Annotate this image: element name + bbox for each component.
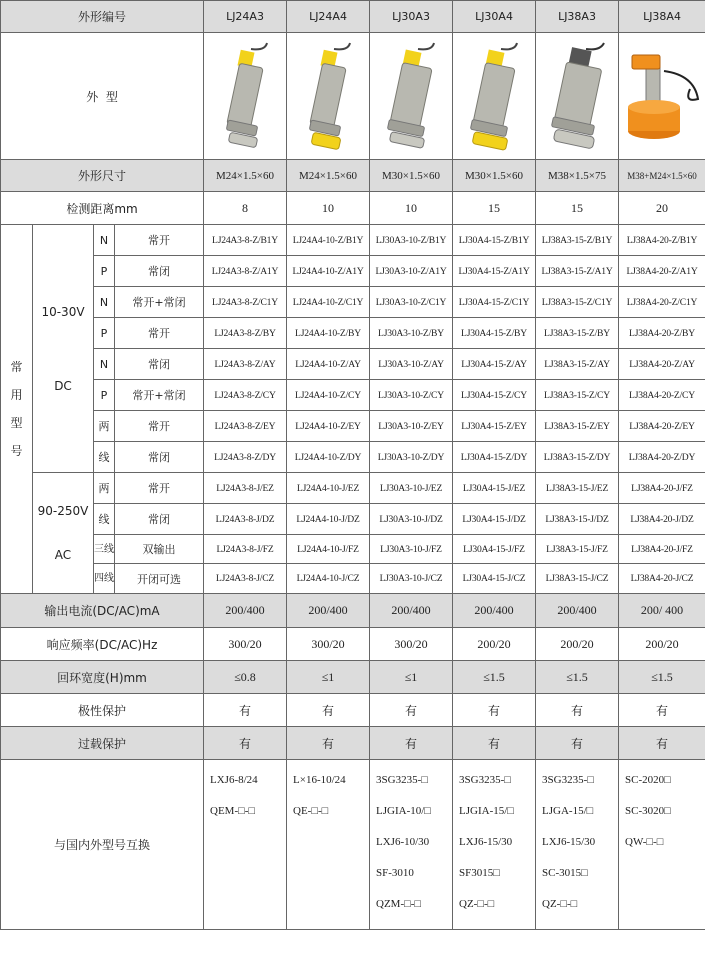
- interchange-item: QE-□-□: [293, 805, 329, 817]
- ac-group-label: 90-250V AC: [33, 473, 94, 594]
- model-code: LJ38A3-15-Z/CY: [536, 380, 619, 411]
- interchange-item: SF-3010: [376, 867, 414, 879]
- interchange-item: QEM-□-□: [210, 805, 256, 817]
- current-value: 200/400: [453, 594, 536, 628]
- sensor-lj38a4-icon: [624, 41, 700, 151]
- hysteresis-value: ≤1.5: [536, 661, 619, 694]
- distance-value: 15: [536, 192, 619, 225]
- model-code: LJ38A3-15-Z/BY: [536, 318, 619, 349]
- model-row: [1, 411, 705, 442]
- polarity-value: 有: [370, 694, 453, 727]
- interchange-item: 3SG3235-□: [459, 774, 511, 786]
- model-code: LJ30A4-15-Z/CY: [453, 380, 536, 411]
- wiring-char: 两: [94, 473, 115, 504]
- frequency-value: 300/20: [287, 628, 370, 661]
- interchange-item: LJGIA-10/□: [376, 805, 431, 817]
- model-code: LJ30A4-15-Z/C1Y: [453, 287, 536, 318]
- function-label: 常开: [115, 318, 204, 349]
- size-row: [1, 160, 705, 192]
- model-row: [1, 225, 705, 256]
- model-row: [1, 349, 705, 380]
- distance-value: 20: [619, 192, 705, 225]
- sensor-image: [453, 33, 536, 160]
- model-code: LJ24A4-10-J/CZ: [287, 564, 370, 594]
- overload-value: 有: [287, 727, 370, 760]
- frequency-value: 200/20: [536, 628, 619, 661]
- interchange-item: 3SG3235-□: [376, 774, 428, 786]
- hysteresis-value: ≤1: [287, 661, 370, 694]
- model-code: LJ24A4-10-Z/DY: [287, 442, 370, 473]
- model-code: LJ30A4-15-Z/A1Y: [453, 256, 536, 287]
- model-code: LJ38A4-20-Z/BY: [619, 318, 705, 349]
- model-code: LJ30A4-15-Z/BY: [453, 318, 536, 349]
- model-code: LJ38A3-15-Z/A1Y: [536, 256, 619, 287]
- model-code: LJ38A4-20-J/FZ: [619, 535, 705, 564]
- function-label: 常闭: [115, 256, 204, 287]
- model-code: LJ24A4-10-Z/B1Y: [287, 225, 370, 256]
- function-label: 常开: [115, 225, 204, 256]
- model-code: LJ24A3-8-J/FZ: [204, 535, 287, 564]
- size-value: M24×1.5×60: [204, 160, 287, 192]
- model-code: LJ30A4-15-Z/EY: [453, 411, 536, 442]
- wiring-char: N: [94, 225, 115, 256]
- model-code: LJ38A3-15-J/FZ: [536, 535, 619, 564]
- polarity-value: 有: [619, 694, 705, 727]
- model-code: LJ24A3-8-Z/DY: [204, 442, 287, 473]
- model-code: LJ30A4-15-J/EZ: [453, 473, 536, 504]
- sensor-lj24a4-icon: [298, 41, 358, 151]
- interchange-item: 3SG3235-□: [542, 774, 594, 786]
- interchange-item: SC-2020□: [625, 774, 671, 786]
- polarity-value: 有: [453, 694, 536, 727]
- current-value: 200/400: [287, 594, 370, 628]
- overload-value: 有: [536, 727, 619, 760]
- interchange-item: LJGIA-15/□: [459, 805, 514, 817]
- model-code: LJ38A4-20-J/FZ: [619, 473, 705, 504]
- polarity-value: 有: [287, 694, 370, 727]
- distance-row: [1, 192, 705, 225]
- sensor-lj30a3-icon: [376, 41, 446, 151]
- polarity-label: 极性保护: [1, 694, 204, 727]
- model-code: LJ38A3-15-Z/EY: [536, 411, 619, 442]
- function-label: 开闭可选: [115, 564, 204, 594]
- size-value: M24×1.5×60: [287, 160, 370, 192]
- model-code: LJ24A4-10-J/DZ: [287, 504, 370, 535]
- interchange-item: LXJ6-15/30: [459, 836, 513, 848]
- model-code: LJ30A3-10-J/EZ: [370, 473, 453, 504]
- model-header: LJ30A3: [370, 1, 453, 33]
- wiring-char: N: [94, 349, 115, 380]
- interchange-list: [370, 760, 453, 930]
- wiring-char: 两: [94, 411, 115, 442]
- interchange-item: QZM-□-□: [376, 898, 422, 910]
- frequency-value: 200/20: [619, 628, 705, 661]
- model-code: LJ38A4-20-Z/B1Y: [619, 225, 705, 256]
- frequency-label: 响应频率(DC/AC)Hz: [1, 628, 204, 661]
- function-label: 常开: [115, 473, 204, 504]
- interchange-item: QZ-□-□: [459, 898, 495, 910]
- sensor-lj30a4-icon: [459, 41, 529, 151]
- model-code: LJ30A3-10-J/FZ: [370, 535, 453, 564]
- model-row: [1, 380, 705, 411]
- size-value: M38×1.5×75: [536, 160, 619, 192]
- model-code: LJ38A4-20-Z/CY: [619, 380, 705, 411]
- model-code: LJ24A4-10-Z/EY: [287, 411, 370, 442]
- model-code: LJ38A4-20-Z/EY: [619, 411, 705, 442]
- interchange-item: SF3015□: [459, 867, 500, 879]
- model-code: LJ30A3-10-Z/CY: [370, 380, 453, 411]
- model-code: LJ24A3-8-J/DZ: [204, 504, 287, 535]
- sensor-image: [619, 33, 705, 160]
- sensor-image: [370, 33, 453, 160]
- function-label: 常开+常闭: [115, 380, 204, 411]
- model-code: LJ24A4-10-Z/AY: [287, 349, 370, 380]
- model-header: LJ38A4: [619, 1, 705, 33]
- interchange-row: [1, 760, 705, 930]
- model-code: LJ30A4-15-Z/DY: [453, 442, 536, 473]
- model-code: LJ38A4-20-Z/AY: [619, 349, 705, 380]
- function-label: 常开: [115, 411, 204, 442]
- model-code: LJ38A4-20-J/DZ: [619, 504, 705, 535]
- model-code: LJ24A4-10-J/EZ: [287, 473, 370, 504]
- model-code: LJ30A3-10-Z/AY: [370, 349, 453, 380]
- appearance-row: [1, 33, 705, 160]
- model-code: LJ38A3-15-Z/B1Y: [536, 225, 619, 256]
- appearance-label: 外 型: [1, 33, 204, 160]
- current-value: 200/400: [204, 594, 287, 628]
- function-label: 常闭: [115, 349, 204, 380]
- hysteresis-value: ≤0.8: [204, 661, 287, 694]
- interchange-item: QZ-□-□: [542, 898, 578, 910]
- polarity-value: 有: [536, 694, 619, 727]
- model-code: LJ30A3-10-Z/BY: [370, 318, 453, 349]
- header-label: 外形编号: [1, 1, 204, 33]
- sensor-lj38a3-icon: [542, 41, 612, 151]
- interchange-list: [619, 760, 705, 930]
- model-code: LJ30A3-10-Z/DY: [370, 442, 453, 473]
- model-code: LJ38A4-20-Z/C1Y: [619, 287, 705, 318]
- model-code: LJ24A3-8-Z/B1Y: [204, 225, 287, 256]
- overload-row: [1, 727, 705, 760]
- model-code: LJ30A3-10-Z/C1Y: [370, 287, 453, 318]
- model-code: LJ24A3-8-Z/CY: [204, 380, 287, 411]
- common-models-label: 常 用 型 号: [1, 225, 33, 594]
- wiring-char: P: [94, 318, 115, 349]
- wiring-char: 线: [94, 442, 115, 473]
- model-row: [1, 287, 705, 318]
- function-label: 常开+常闭: [115, 287, 204, 318]
- overload-label: 过载保护: [1, 727, 204, 760]
- frequency-value: 200/20: [453, 628, 536, 661]
- frequency-value: 300/20: [204, 628, 287, 661]
- interchange-item: QW-□-□: [625, 836, 664, 848]
- interchange-list: [287, 760, 370, 930]
- model-row: [1, 256, 705, 287]
- polarity-row: [1, 694, 705, 727]
- model-row: [1, 473, 705, 504]
- distance-value: 8: [204, 192, 287, 225]
- model-code: LJ24A3-8-Z/AY: [204, 349, 287, 380]
- hysteresis-row: [1, 661, 705, 694]
- size-value: M30×1.5×60: [453, 160, 536, 192]
- model-row: [1, 535, 705, 564]
- model-header: LJ38A3: [536, 1, 619, 33]
- model-code: LJ30A4-15-J/CZ: [453, 564, 536, 594]
- sensor-lj24a3-icon: [215, 41, 275, 151]
- size-label: 外形尺寸: [1, 160, 204, 192]
- interchange-item: LXJ6-10/30: [376, 836, 430, 848]
- model-code: LJ38A3-15-J/CZ: [536, 564, 619, 594]
- model-code: LJ30A4-15-J/FZ: [453, 535, 536, 564]
- wiring-char: 线: [94, 504, 115, 535]
- function-label: 双输出: [115, 535, 204, 564]
- model-code: LJ38A3-15-Z/C1Y: [536, 287, 619, 318]
- frequency-row: [1, 628, 705, 661]
- overload-value: 有: [453, 727, 536, 760]
- interchange-list: [204, 760, 287, 930]
- interchange-label: 与国内外型号互换: [1, 760, 204, 930]
- current-label: 输出电流(DC/AC)mA: [1, 594, 204, 628]
- model-code: LJ24A3-8-Z/A1Y: [204, 256, 287, 287]
- model-code: LJ30A3-10-J/DZ: [370, 504, 453, 535]
- interchange-item: LJGA-15/□: [542, 805, 594, 817]
- current-row: [1, 594, 705, 628]
- distance-value: 10: [287, 192, 370, 225]
- model-code: LJ38A4-20-Z/DY: [619, 442, 705, 473]
- polarity-value: 有: [204, 694, 287, 727]
- model-code: LJ24A3-8-Z/BY: [204, 318, 287, 349]
- current-value: 200/400: [536, 594, 619, 628]
- interchange-item: LXJ6-8/24: [210, 774, 258, 786]
- model-code: LJ30A4-15-J/DZ: [453, 504, 536, 535]
- model-code: LJ24A3-8-Z/EY: [204, 411, 287, 442]
- wiring-char: 四线: [94, 564, 115, 594]
- wiring-char: N: [94, 287, 115, 318]
- model-row: [1, 318, 705, 349]
- model-code: LJ24A3-8-Z/C1Y: [204, 287, 287, 318]
- current-value: 200/400: [370, 594, 453, 628]
- model-code: LJ38A3-15-Z/DY: [536, 442, 619, 473]
- interchange-list: [453, 760, 536, 930]
- distance-label: 检测距离mm: [1, 192, 204, 225]
- function-label: 常闭: [115, 442, 204, 473]
- model-header: LJ24A4: [287, 1, 370, 33]
- model-row: [1, 504, 705, 535]
- hysteresis-value: ≤1.5: [453, 661, 536, 694]
- model-code: LJ24A4-10-J/FZ: [287, 535, 370, 564]
- sensor-image: [204, 33, 287, 160]
- model-header: LJ30A4: [453, 1, 536, 33]
- model-row: [1, 442, 705, 473]
- wiring-char: 三线: [94, 535, 115, 564]
- model-code: LJ24A3-8-J/EZ: [204, 473, 287, 504]
- dc-group-label: 10-30V DC: [33, 225, 94, 473]
- model-code: LJ38A3-15-Z/AY: [536, 349, 619, 380]
- sensor-image: [287, 33, 370, 160]
- model-code: LJ24A4-10-Z/BY: [287, 318, 370, 349]
- current-value: 200/ 400: [619, 594, 705, 628]
- model-code: LJ24A4-10-Z/CY: [287, 380, 370, 411]
- interchange-list: [536, 760, 619, 930]
- distance-value: 10: [370, 192, 453, 225]
- model-code: LJ30A3-10-Z/B1Y: [370, 225, 453, 256]
- wiring-char: P: [94, 256, 115, 287]
- model-header: LJ24A3: [204, 1, 287, 33]
- wiring-char: P: [94, 380, 115, 411]
- size-value: M38+M24×1.5×60: [619, 160, 705, 192]
- overload-value: 有: [204, 727, 287, 760]
- overload-value: 有: [619, 727, 705, 760]
- model-code: LJ38A3-15-J/DZ: [536, 504, 619, 535]
- hysteresis-value: ≤1.5: [619, 661, 705, 694]
- model-code: LJ38A4-20-J/CZ: [619, 564, 705, 594]
- function-label: 常闭: [115, 504, 204, 535]
- hysteresis-value: ≤1: [370, 661, 453, 694]
- model-code: LJ38A3-15-J/EZ: [536, 473, 619, 504]
- header-row: [1, 1, 705, 33]
- sensor-image: [536, 33, 619, 160]
- frequency-value: 300/20: [370, 628, 453, 661]
- model-code: LJ30A3-10-Z/EY: [370, 411, 453, 442]
- distance-value: 15: [453, 192, 536, 225]
- model-row: [1, 564, 705, 594]
- interchange-item: SC-3015□: [542, 867, 588, 879]
- interchange-item: LXJ6-15/30: [542, 836, 596, 848]
- model-code: LJ30A4-15-Z/B1Y: [453, 225, 536, 256]
- interchange-item: SC-3020□: [625, 805, 671, 817]
- model-code: LJ24A4-10-Z/A1Y: [287, 256, 370, 287]
- overload-value: 有: [370, 727, 453, 760]
- interchange-item: L×16-10/24: [293, 774, 346, 786]
- model-code: LJ24A3-8-J/CZ: [204, 564, 287, 594]
- model-code: LJ30A3-10-J/CZ: [370, 564, 453, 594]
- hysteresis-label: 回环宽度(H)mm: [1, 661, 204, 694]
- model-code: LJ30A4-15-Z/AY: [453, 349, 536, 380]
- model-code: LJ24A4-10-Z/C1Y: [287, 287, 370, 318]
- model-code: LJ30A3-10-Z/A1Y: [370, 256, 453, 287]
- size-value: M30×1.5×60: [370, 160, 453, 192]
- model-code: LJ38A4-20-Z/A1Y: [619, 256, 705, 287]
